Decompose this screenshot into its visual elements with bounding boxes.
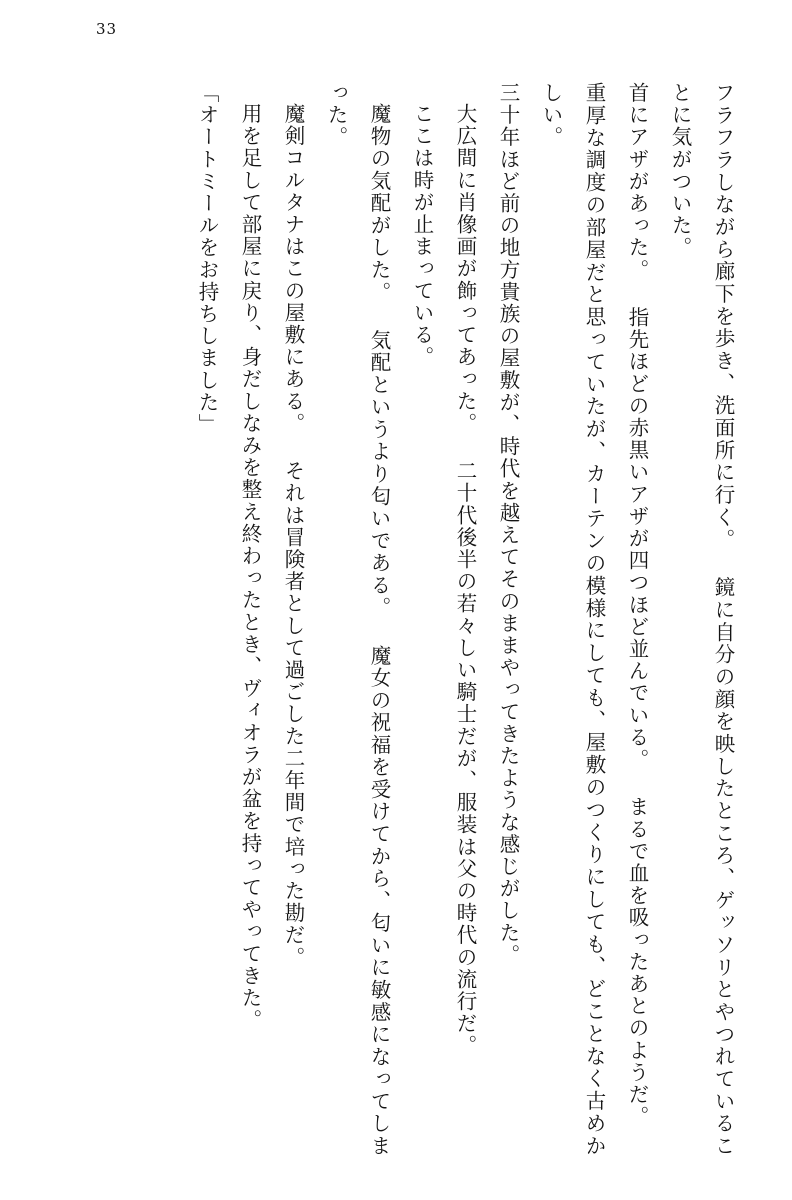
paragraph: 重厚な調度の部屋だと思っていたが、カーテンの模様にしても、屋敷のつくりにしても、どことなく古めかしい。 <box>539 82 606 1157</box>
paragraph: 大広間に肖像画が飾ってあった。 二十代後半の若々しい騎士だが、服装は父の時代の流行だ。 <box>453 103 477 1057</box>
page-body-text <box>54 82 744 1157</box>
paragraph: 首にアザがあった。 指先ほどの赤黒いアザが四つほど並んでいる。 まるで血を吸ったあとのようだ。 <box>625 82 649 1128</box>
paragraph: 用を足して部屋に戻り、身だしなみを整え終わったとき、ヴィオラが盆を持ってやってきた。 <box>238 103 262 1032</box>
page-number: 33 <box>96 20 118 38</box>
paragraph: 魔剣コルタナはこの屋敷にある。 それは冒険者として過ごした二年間で培った勘だ。 <box>281 103 305 969</box>
paragraph: 魔物の気配がした。 気配というより匂いである。 魔女の祝福を受けてから、匂いに敏感になってしまった。 <box>324 82 391 1157</box>
paragraph: ここは時が止まっている。 <box>410 103 434 369</box>
paragraph: 三十年ほど前の地方貴族の屋敷が、時代を越えてそのままやってきたような感じがした。 <box>496 82 520 966</box>
paragraph: フラフラしながら廊下を歩き、洗面所に行く。 鏡に自分の顔を映したところ、ゲッソリとやつれていることに気がついた。 <box>668 82 735 1157</box>
paragraph: 「オートミールをお持ちしました」 <box>195 82 219 436</box>
